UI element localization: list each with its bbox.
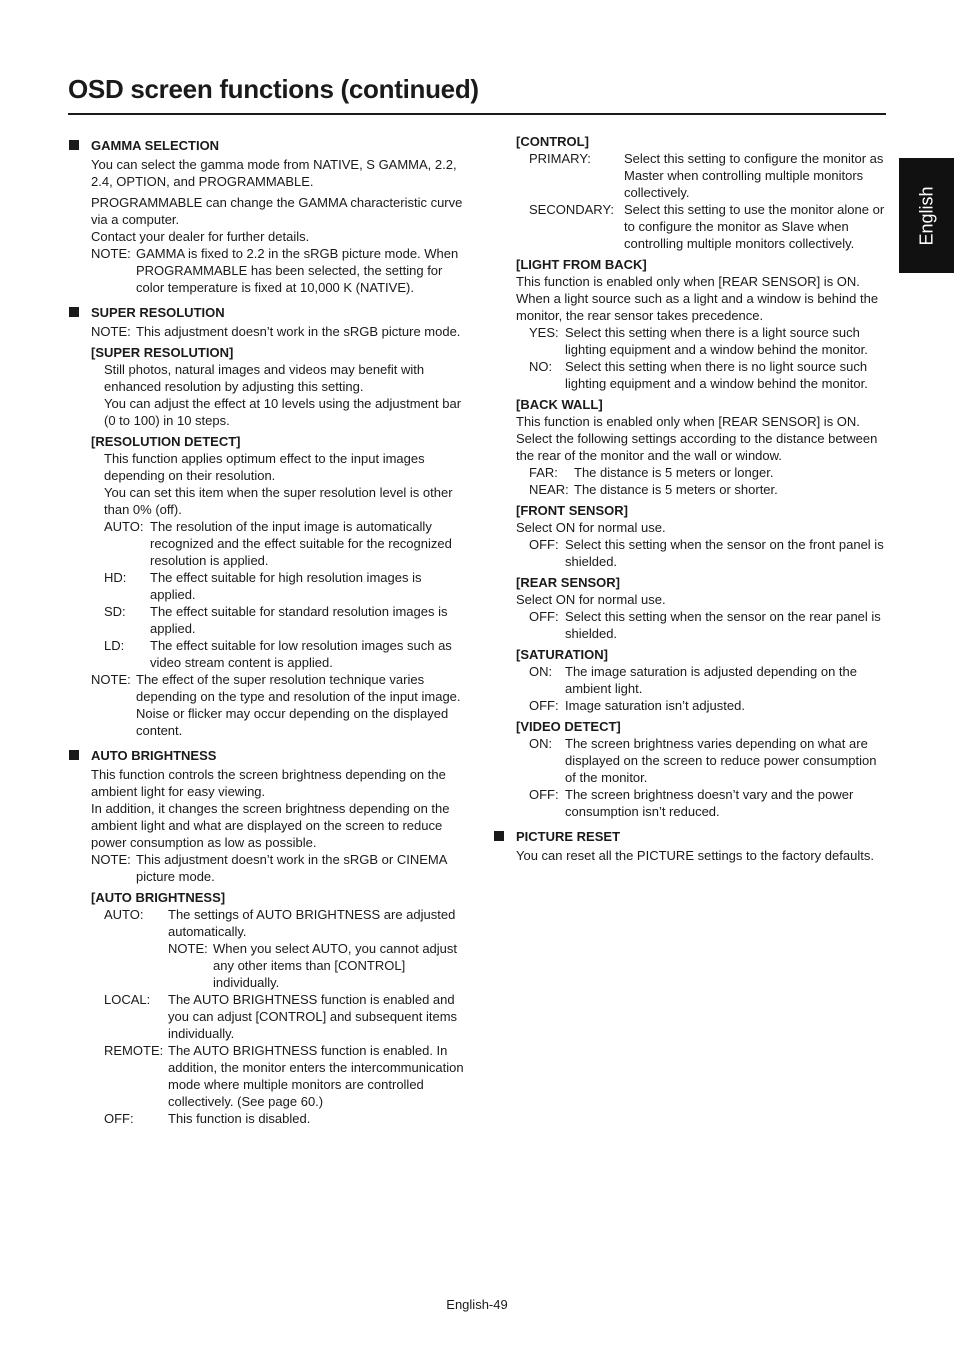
list-item xyxy=(104,518,468,569)
item-label: LOCAL: xyxy=(104,992,151,1007)
item-text: The effect suitable for high resolution images is applied. xyxy=(150,570,422,602)
note xyxy=(168,940,468,991)
item-text: The effect suitable for standard resolution images is applied. xyxy=(150,604,448,636)
item-label: ON: xyxy=(529,664,553,679)
heading-text: SUPER RESOLUTION xyxy=(91,305,225,320)
paragraph: Select ON for normal use. xyxy=(516,592,666,607)
item-label: OFF: xyxy=(104,1111,134,1126)
list-item xyxy=(529,481,889,498)
list-item xyxy=(529,697,889,714)
paragraph: This function is enabled only when [REAR SENSOR] is ON. When a light source such as a light and a window is behind the monitor, the rear sensor takes precedence. xyxy=(516,274,879,323)
paragraph: You can select the gamma mode from NATIVE, S GAMMA, 2.2, 2.4, OPTION, and PROGRAMMABLE. xyxy=(91,157,457,189)
item-text: Select this setting to use the monitor alone or to configure the monitor as Slave when controlling multiple monitors collectively. xyxy=(624,202,885,251)
paragraph: Contact your dealer for further details. xyxy=(91,229,310,244)
list-item xyxy=(529,464,889,481)
item-text: Image saturation isn’t adjusted. xyxy=(565,698,745,713)
item-label: AUTO: xyxy=(104,907,144,922)
list-item xyxy=(104,637,468,671)
list-item xyxy=(104,906,468,991)
item-label: YES: xyxy=(529,325,559,340)
item-text: Select this setting to configure the monitor as Master when controlling multiple monitors collectively. xyxy=(624,151,884,200)
bullet-square-icon xyxy=(69,307,79,317)
section-gamma-selection xyxy=(68,137,468,296)
note-text: This adjustment doesn’t work in the sRGB picture mode. xyxy=(136,324,461,339)
title-rule xyxy=(68,113,886,115)
item-text: The distance is 5 meters or shorter. xyxy=(574,482,778,497)
paragraph: Still photos, natural images and videos may benefit with enhanced resolution by adjusting this setting. xyxy=(104,362,425,394)
item-label: LD: xyxy=(104,638,125,653)
subheading: [SUPER RESOLUTION] xyxy=(91,345,234,360)
list-item xyxy=(529,324,889,358)
section-heading xyxy=(68,137,468,154)
item-text: The screen brightness varies depending on what are displayed on the screen to reduce power consumption of the monitor. xyxy=(565,736,877,785)
subheading-light-from-back: [LIGHT FROM BACK] xyxy=(516,257,647,272)
right-column xyxy=(493,133,889,864)
bullet-square-icon xyxy=(69,140,79,150)
item-text: The settings of AUTO BRIGHTNESS are adjusted automatically. xyxy=(168,907,456,939)
list-item xyxy=(104,569,468,603)
page-number: English-49 xyxy=(446,1297,508,1312)
item-label: FAR: xyxy=(529,465,558,480)
note-label: NOTE: xyxy=(91,852,131,867)
item-text: The effect suitable for low resolution images such as video stream content is applied. xyxy=(150,638,452,670)
note-label: NOTE: xyxy=(91,246,131,261)
note-label: NOTE: xyxy=(168,941,208,956)
note-label: NOTE: xyxy=(91,672,131,687)
item-label: NEAR: xyxy=(529,482,569,497)
subheading-back-wall: [BACK WALL] xyxy=(516,397,603,412)
section-auto-brightness xyxy=(68,747,468,1127)
list-item xyxy=(529,201,889,252)
item-label: OFF: xyxy=(529,787,559,802)
section-heading xyxy=(68,747,468,764)
item-label: OFF: xyxy=(529,537,559,552)
item-label: PRIMARY: xyxy=(529,151,591,166)
item-text: Select this setting when the sensor on the rear panel is shielded. xyxy=(565,609,881,641)
item-text: Select this setting when the sensor on the front panel is shielded. xyxy=(565,537,884,569)
note xyxy=(91,245,468,296)
paragraph: This function applies optimum effect to the input images depending on their resolution. xyxy=(104,451,425,483)
item-text: The AUTO BRIGHTNESS function is enabled. In addition, the monitor enters the intercommunication mode where multiple monitors are controlled collectively. (See page 60.) xyxy=(168,1043,464,1109)
heading-text: AUTO BRIGHTNESS xyxy=(91,748,217,763)
item-text: This function is disabled. xyxy=(168,1111,311,1126)
subheading: [RESOLUTION DETECT] xyxy=(91,434,241,449)
language-tab-label: English xyxy=(916,185,936,246)
section-super-resolution xyxy=(68,304,468,739)
paragraph: In addition, it changes the screen brightness depending on the ambient light and what are displayed on the screen to reduce power consumption as low as possible. xyxy=(91,801,450,850)
note-text: GAMMA is fixed to 2.2 in the sRGB picture mode. When PROGRAMMABLE has been selected, the setting for color temperature is fixed at 10,000 K (NATIVE). xyxy=(136,246,459,295)
list-item xyxy=(104,991,468,1042)
heading-text: PICTURE RESET xyxy=(516,829,621,844)
note-label: NOTE: xyxy=(91,324,131,339)
list-item xyxy=(104,603,468,637)
list-item xyxy=(104,1110,468,1127)
section-heading xyxy=(493,828,889,845)
paragraph: PROGRAMMABLE can change the GAMMA characteristic curve via a computer. xyxy=(91,195,463,227)
item-label: HD: xyxy=(104,570,127,585)
note xyxy=(91,323,468,340)
language-tab xyxy=(899,158,954,273)
item-label: SECONDARY: xyxy=(529,202,615,217)
item-label: AUTO: xyxy=(104,519,144,534)
paragraph: Select ON for normal use. xyxy=(516,520,666,535)
item-text: The screen brightness doesn’t vary and the power consumption isn’t reduced. xyxy=(565,787,854,819)
list-item xyxy=(529,786,889,820)
paragraph: You can set this item when the super resolution level is other than 0% (off). xyxy=(104,485,453,517)
item-text: The image saturation is adjusted depending on the ambient light. xyxy=(565,664,857,696)
subheading: [AUTO BRIGHTNESS] xyxy=(91,890,226,905)
subheading-rear-sensor: [REAR SENSOR] xyxy=(516,575,621,590)
list-item xyxy=(529,735,889,786)
list-item xyxy=(529,536,889,570)
list-item xyxy=(529,608,889,642)
section-picture-reset xyxy=(493,828,889,864)
item-label: SD: xyxy=(104,604,126,619)
list-item xyxy=(104,1042,468,1110)
item-text: The AUTO BRIGHTNESS function is enabled and you can adjust [CONTROL] and subsequent items individually. xyxy=(168,992,458,1041)
page-title: OSD screen functions (continued) xyxy=(68,74,479,104)
subheading-saturation: [SATURATION] xyxy=(516,647,608,662)
list-item xyxy=(529,358,889,392)
item-text: The resolution of the input image is automatically recognized and the effect suitable for the recognized resolution is applied. xyxy=(150,519,452,568)
bullet-square-icon xyxy=(494,831,504,841)
note xyxy=(91,671,468,739)
item-label: OFF: xyxy=(529,609,559,624)
paragraph: This function controls the screen brightness depending on the ambient light for easy viewing. xyxy=(91,767,446,799)
left-column xyxy=(68,137,468,1127)
subheading-video-detect: [VIDEO DETECT] xyxy=(516,719,621,734)
item-label: REMOTE: xyxy=(104,1043,164,1058)
heading-text: GAMMA SELECTION xyxy=(91,138,220,153)
list-item xyxy=(529,150,889,201)
item-text: The distance is 5 meters or longer. xyxy=(574,465,774,480)
note-text: When you select AUTO, you cannot adjust any other items than [CONTROL] individually. xyxy=(213,941,458,990)
paragraph: You can reset all the PICTURE settings to the factory defaults. xyxy=(516,848,874,863)
note-text: The effect of the super resolution technique varies depending on the type and resolution of the input image. Noise or flicker may occur depending on the displayed content. xyxy=(136,672,461,738)
item-label: ON: xyxy=(529,736,553,751)
bullet-square-icon xyxy=(69,750,79,760)
note xyxy=(91,851,468,885)
item-text: Select this setting when there is a light source such lighting equipment and a window behind the monitor. xyxy=(565,325,868,357)
subheading-front-sensor: [FRONT SENSOR] xyxy=(516,503,628,518)
item-text: Select this setting when there is no light source such lighting equipment and a window behind the monitor. xyxy=(565,359,868,391)
item-label: NO: xyxy=(529,359,553,374)
list-item xyxy=(529,663,889,697)
item-label: OFF: xyxy=(529,698,559,713)
note-text: This adjustment doesn’t work in the sRGB or CINEMA picture mode. xyxy=(136,852,447,884)
paragraph: This function is enabled only when [REAR SENSOR] is ON. Select the following settings according to the distance between the rear of the monitor and the wall or window. xyxy=(516,414,878,463)
paragraph: You can adjust the effect at 10 levels using the adjustment bar (0 to 100) in 10 steps. xyxy=(104,396,462,428)
section-heading xyxy=(68,304,468,321)
subheading-control: [CONTROL] xyxy=(516,134,589,149)
